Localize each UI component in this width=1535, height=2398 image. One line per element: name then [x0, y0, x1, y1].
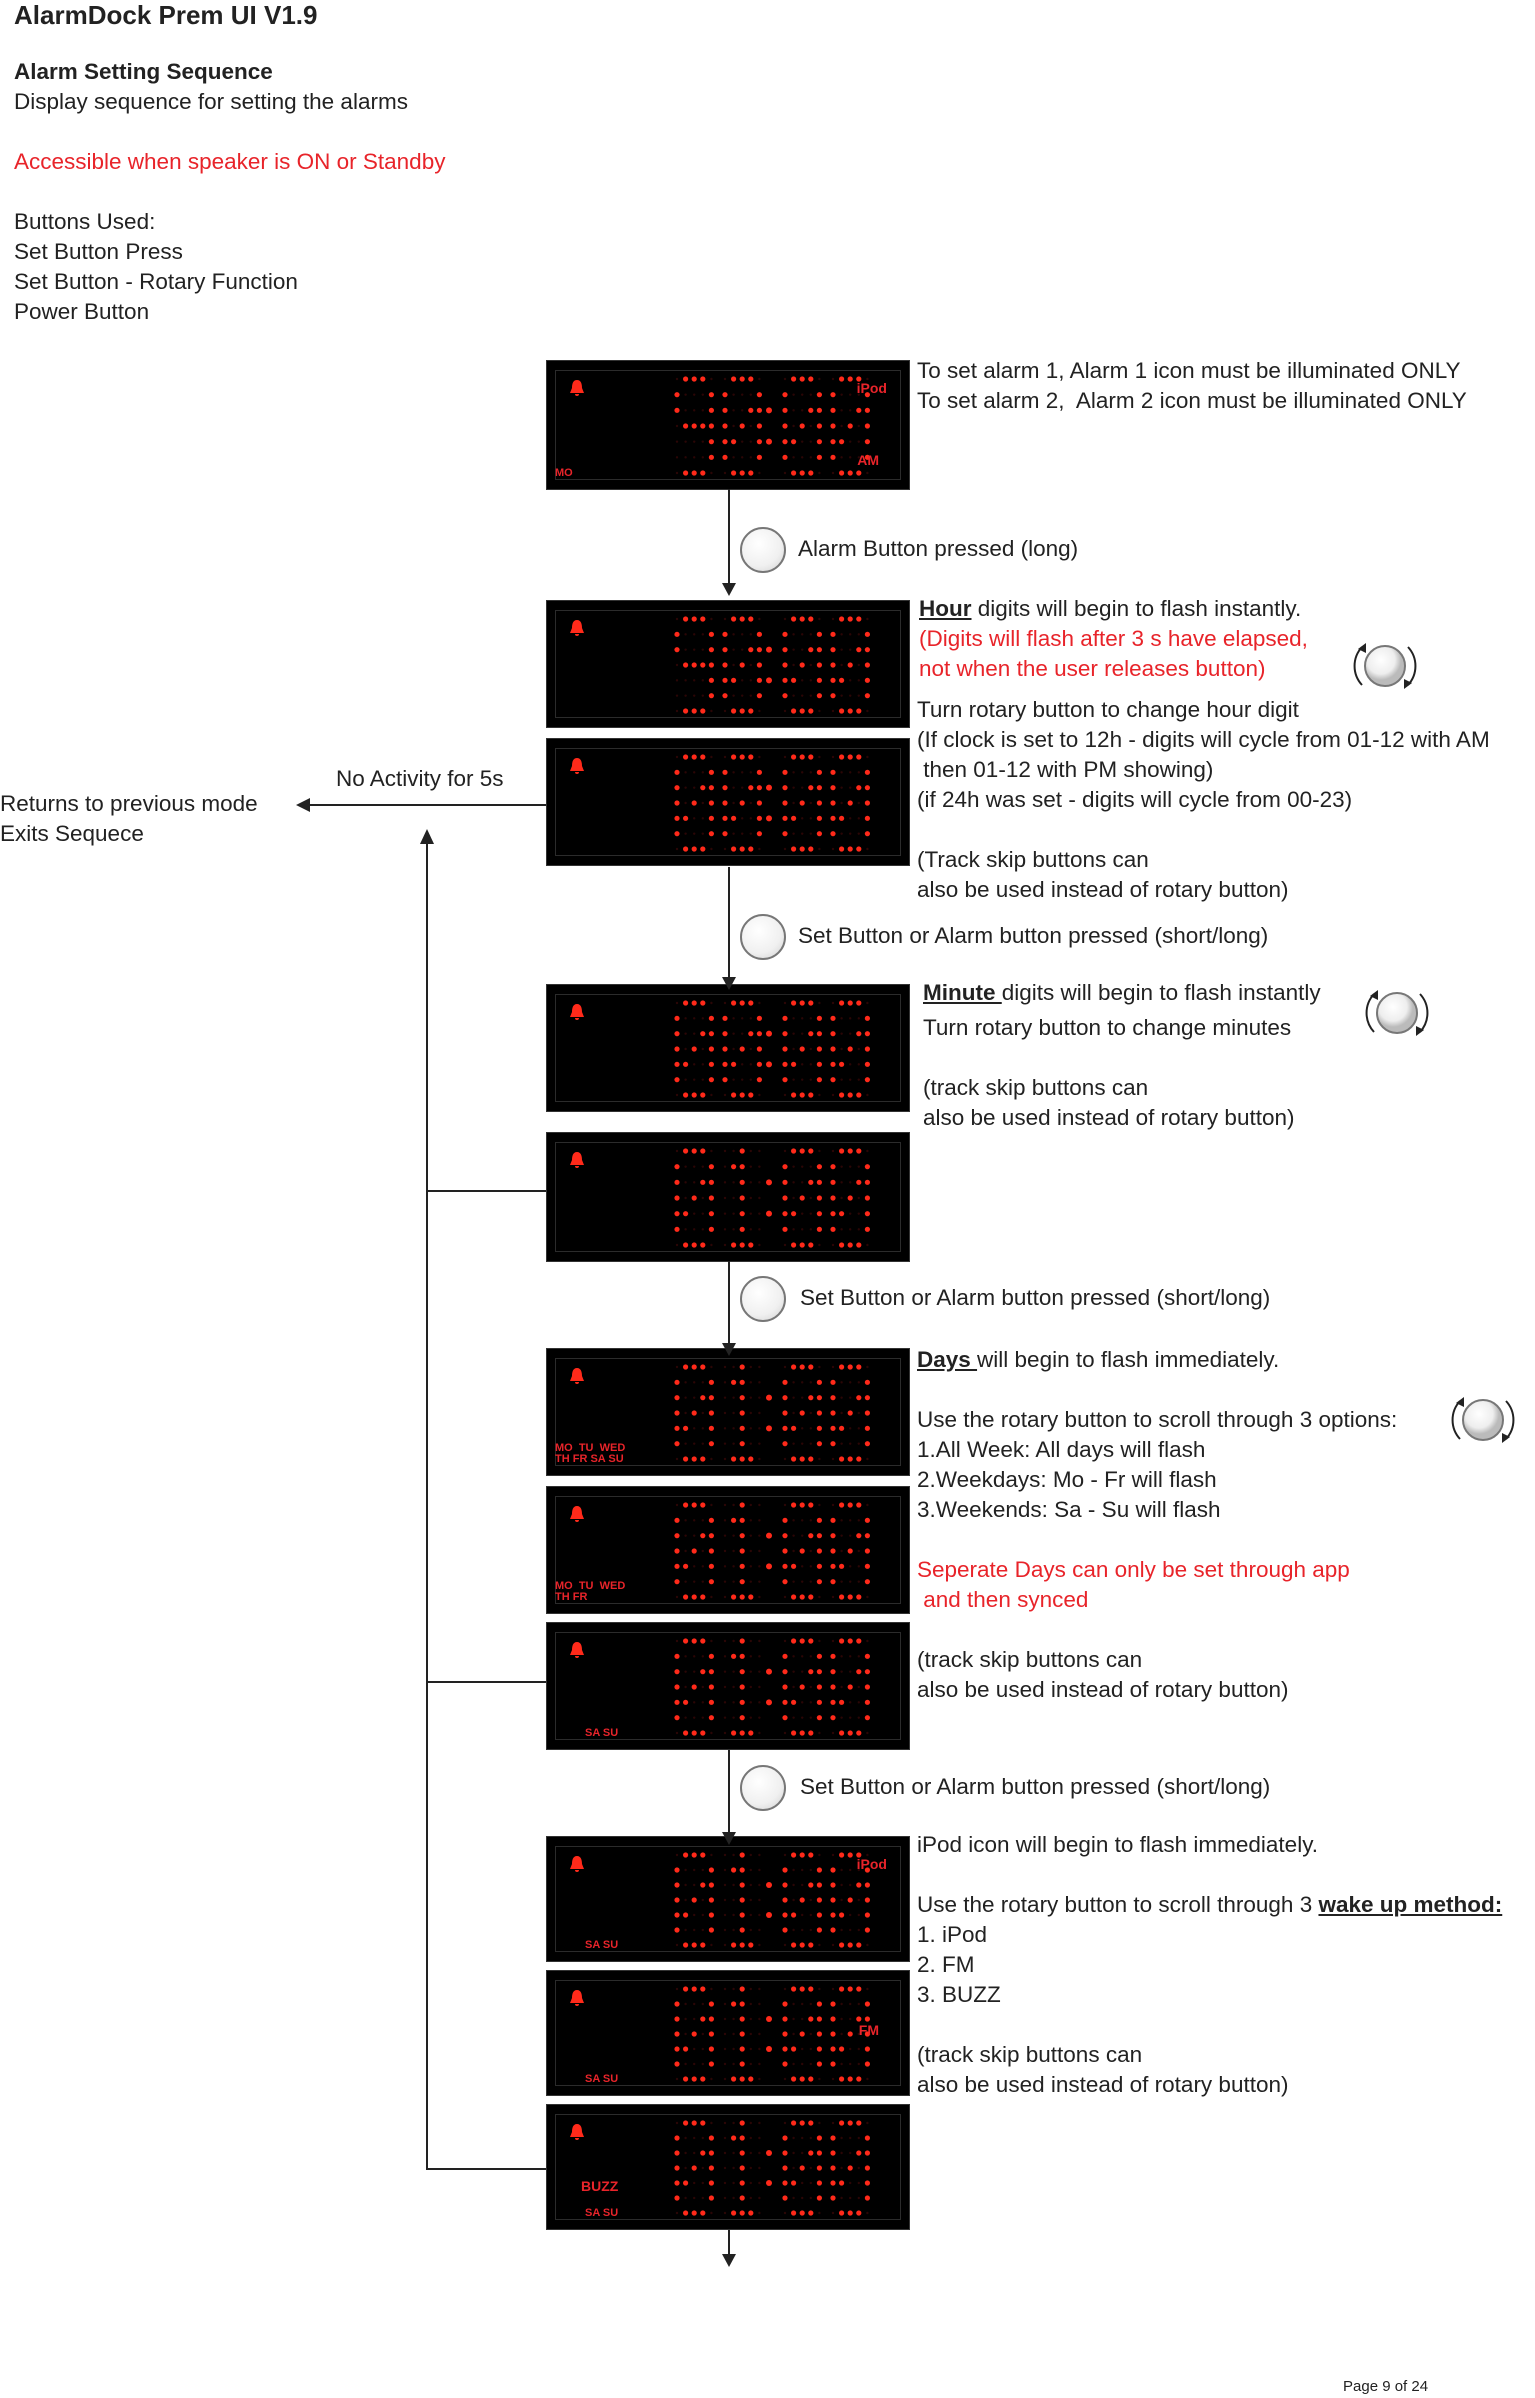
weekday-indicator: TH FR: [555, 1591, 588, 1603]
buttons-heading: Buttons Used:: [14, 209, 156, 234]
set-button-icon: [740, 914, 786, 960]
hour-red-line: not when the user releases button): [919, 656, 1266, 681]
hour-line: (if 24h was set - digits will cycle from 00-23): [917, 787, 1353, 812]
weekday-indicator: TH FR SA SU: [555, 1453, 624, 1465]
return-arrow: [300, 804, 546, 806]
no-activity-label: No Activity for 5s: [336, 766, 504, 791]
wake-method-line: [917, 1890, 1502, 1920]
am-pm-indicator: AM: [857, 452, 879, 468]
weekday-indicator: SA SU: [585, 1939, 619, 1951]
wake-method-emphasis: wake up method:: [1318, 1892, 1503, 1917]
days-line: 1.All Week: All days will flash: [917, 1437, 1206, 1462]
button-item: Power Button: [14, 299, 150, 324]
days-line: also be used instead of rotary button): [917, 1677, 1289, 1702]
arrowhead: [722, 583, 736, 596]
returns-label: Exits Sequece: [0, 821, 144, 846]
rotary-knob-icon: [1362, 986, 1432, 1040]
arrowhead: [722, 1343, 736, 1356]
minute-line: (track skip buttons can: [923, 1075, 1149, 1100]
arrowhead: [722, 1832, 736, 1845]
hour-heading: Hour: [919, 596, 972, 621]
weekday-indicator: SA SU: [585, 1727, 619, 1739]
section-subtitle: Display sequence for setting the alarms: [14, 89, 408, 114]
wake-source-indicator: BUZZ: [581, 2178, 619, 2194]
rotary-knob-icon: [1350, 639, 1420, 693]
days-heading-rest: will begin to flash immediately.: [977, 1347, 1280, 1372]
alarm-press-label: Alarm Button pressed (long): [798, 536, 1079, 561]
hour-heading-line: [919, 594, 1301, 624]
weekday-indicator: SA SU: [585, 2073, 619, 2085]
return-branch: [426, 1190, 546, 1192]
arrowhead: [722, 977, 736, 990]
days-heading-line: [917, 1345, 1279, 1375]
return-branch: [426, 2168, 546, 2170]
days-heading: Days: [917, 1347, 978, 1372]
return-loop-line: [426, 832, 428, 2170]
weekday-indicator: MO: [555, 467, 573, 479]
page-title: AlarmDock Prem UI V1.9: [14, 0, 318, 30]
minute-heading-line: [923, 978, 1321, 1008]
wake-source-indicator: iPod: [856, 380, 887, 396]
wake-method-prefix: Use the rotary button to scroll through 3: [917, 1892, 1319, 1917]
weekday-indicator: SA SU: [585, 2207, 619, 2219]
set-press-label: Set Button or Alarm button pressed (short/long): [800, 1285, 1271, 1310]
hour-line: (If clock is set to 12h - digits will cycle from 01-12 with AM: [917, 727, 1490, 752]
hour-heading-rest: digits will begin to flash instantly.: [971, 596, 1302, 621]
hour-line: also be used instead of rotary button): [917, 877, 1289, 902]
set-button-icon: [740, 1765, 786, 1811]
wake-line: 2. FM: [917, 1952, 975, 1977]
intro-line: To set alarm 1, Alarm 1 icon must be illuminated ONLY: [917, 358, 1461, 383]
minute-heading-rest: digits will begin to flash instantly: [1001, 980, 1321, 1005]
wake-source-indicator: iPod: [856, 1856, 887, 1872]
button-item: Set Button - Rotary Function: [14, 269, 298, 294]
minute-line: Turn rotary button to change minutes: [923, 1015, 1292, 1040]
days-red-line: and then synced: [917, 1587, 1089, 1612]
days-line: 2.Weekdays: Mo - Fr will flash: [917, 1467, 1217, 1492]
wake-line: 3. BUZZ: [917, 1982, 1001, 2007]
wake-line: (track skip buttons can: [917, 2042, 1143, 2067]
days-red-line: Seperate Days can only be set through app: [917, 1557, 1350, 1582]
days-line: (track skip buttons can: [917, 1647, 1143, 1672]
section-title: Alarm Setting Sequence: [14, 59, 273, 84]
wake-line: iPod icon will begin to flash immediately.: [917, 1832, 1319, 1857]
minute-line: also be used instead of rotary button): [923, 1105, 1295, 1130]
intro-line: To set alarm 2, Alarm 2 icon must be illuminated ONLY: [917, 388, 1467, 413]
access-note: Accessible when speaker is ON or Standby: [14, 149, 446, 174]
page-number: Page 9 of 24: [1343, 2378, 1429, 2395]
set-press-label: Set Button or Alarm button pressed (short/long): [798, 923, 1269, 948]
weekday-indicator: MO TU WED: [555, 1442, 626, 1454]
hour-line: (Track skip buttons can: [917, 847, 1149, 872]
alarm-button-icon: [740, 527, 786, 573]
weekday-indicator: MO TU WED: [555, 1580, 626, 1592]
days-line: Use the rotary button to scroll through 3 options:: [917, 1407, 1398, 1432]
wake-line: 1. iPod: [917, 1922, 988, 1947]
hour-line: Turn rotary button to change hour digit: [917, 697, 1299, 722]
button-item: Set Button Press: [14, 239, 183, 264]
wake-line: also be used instead of rotary button): [917, 2072, 1289, 2097]
days-line: 3.Weekends: Sa - Su will flash: [917, 1497, 1221, 1522]
set-press-label: Set Button or Alarm button pressed (short/long): [800, 1774, 1271, 1799]
hour-red-line: (Digits will flash after 3 s have elapsed,: [919, 626, 1308, 651]
hour-line: then 01-12 with PM showing): [917, 757, 1214, 782]
return-branch: [426, 1681, 546, 1683]
rotary-knob-icon: [1448, 1393, 1518, 1447]
set-button-icon: [740, 1276, 786, 1322]
arrowhead: [722, 2254, 736, 2267]
minute-heading: Minute: [923, 980, 1002, 1005]
returns-label: Returns to previous mode: [0, 791, 258, 816]
wake-source-indicator: FM: [858, 2022, 879, 2038]
